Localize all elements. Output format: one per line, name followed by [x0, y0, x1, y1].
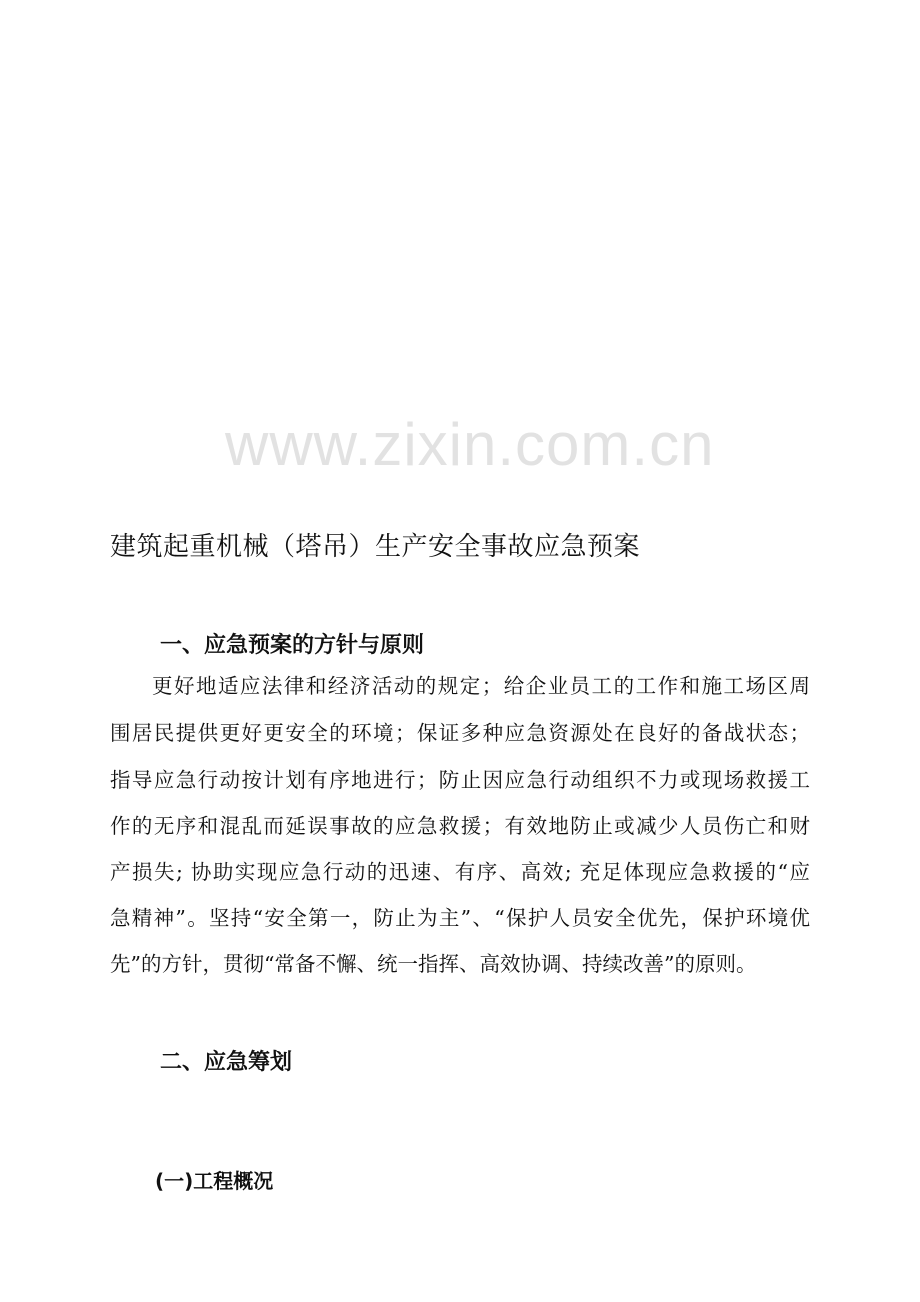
paragraph-line: 产损失; 协助实现应急行动的迅速、有序、高效; 充足体现应急救援的“应: [110, 860, 810, 884]
paragraph-line: 更好地适应法律和经济活动的规定；给企业员工的工作和施工场区周: [152, 674, 810, 698]
section-heading-1: 一、应急预案的方针与原则: [160, 633, 425, 658]
paragraph-line: 指导应急行动按计划有序地进行；防止因应急行动组织不力或现场救援工: [110, 768, 810, 792]
subsection-heading: (一)工程概况: [155, 1169, 274, 1193]
paragraph-line: 先”的方针，贯彻“常备不懈、统一指挥、高效协调、持续改善”的原则。: [110, 952, 757, 976]
watermark: www.zixin.com.cn: [225, 411, 715, 478]
paragraph-line: 作的无序和混乱而延误事故的应急救援；有效地防止或减少人员伤亡和财: [110, 814, 810, 838]
paragraph-line: 急精神”。坚持“安全第一，防止为主”、“保护人员安全优先，保护环境优: [110, 906, 810, 930]
section-heading-2: 二、应急筹划: [160, 1050, 293, 1075]
document-title: 建筑起重机械（塔吊）生产安全事故应急预案: [110, 532, 641, 562]
paragraph-line: 围居民提供更好更安全的环境；保证多种应急资源处在良好的备战状态；: [110, 721, 810, 745]
